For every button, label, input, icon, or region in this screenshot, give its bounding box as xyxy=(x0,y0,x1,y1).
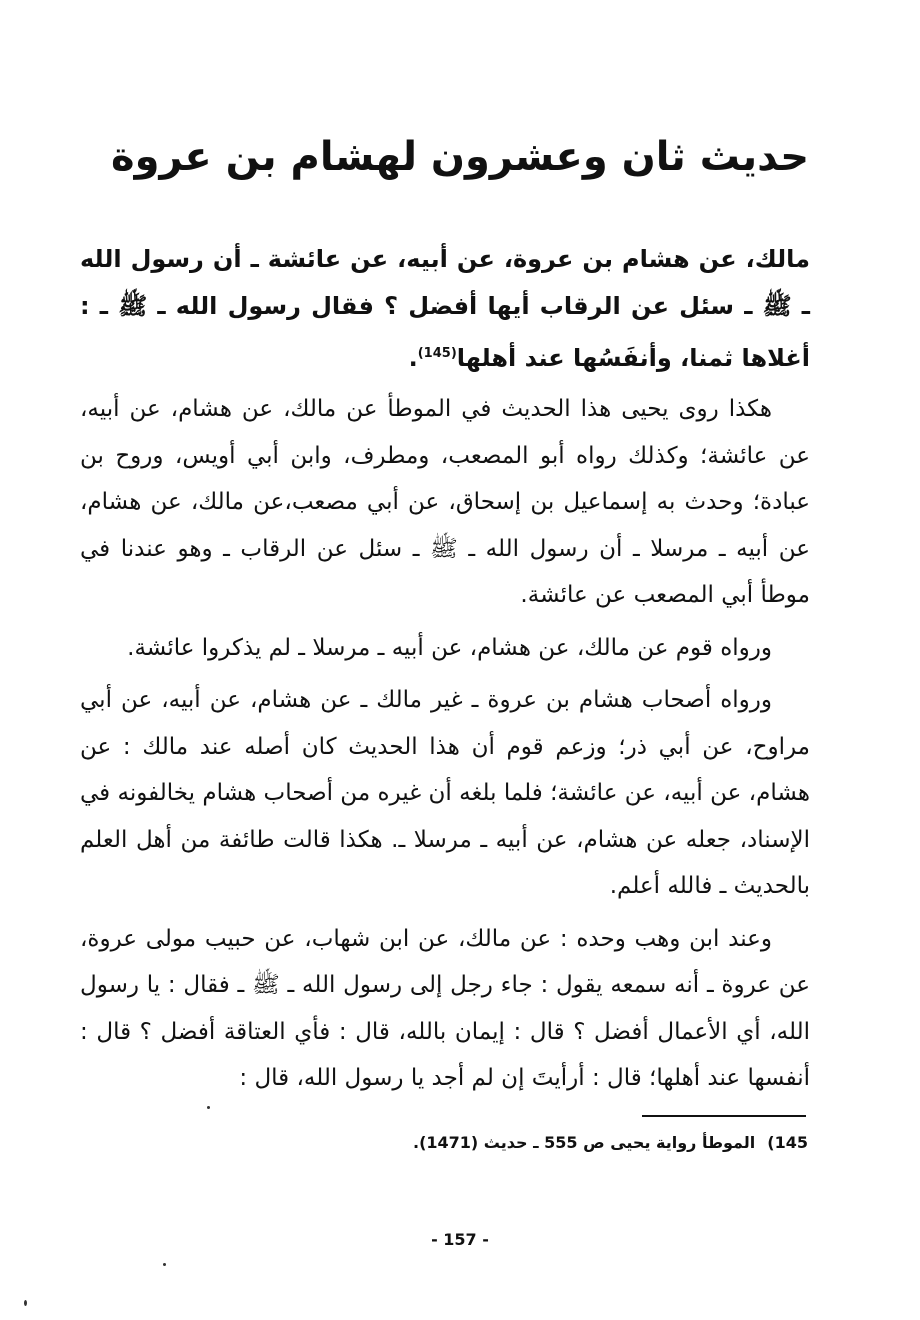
hadith-text-end: . xyxy=(408,344,418,372)
footnote-text: الموطأ رواية يحيى ص 555 ـ حديث (1471). xyxy=(412,1133,756,1152)
footnote xyxy=(80,1128,808,1158)
footnote-separator xyxy=(642,1115,806,1117)
page-title: حديث ثان وعشرون لهشام بن عروة xyxy=(110,134,810,180)
commentary-paragraph-4: وعند ابن وهب وحده : عن مالك، عن ابن شهاب، عن حبيب مولى عروة، عن عروة ـ أنه سمعه يقول : جاء رجل إلى رسول الله ـ ﷺ ـ فقال : يا رسول الله، أي الأعمال أفضل ؟ قال : إيمان بالله، قال : فأي العتاقة أفضل ؟ قال : أنفسها عند أهلها؛ قال : أرأيتَ إن لم أجد يا رسول الله، قال : xyxy=(80,925,810,1091)
scan-speck xyxy=(207,1106,210,1109)
scan-speck xyxy=(24,1300,27,1306)
page-number: - 157 - xyxy=(431,1230,489,1249)
footnote-reference: (145) xyxy=(417,346,457,361)
commentary-paragraph-1: هكذا روى يحيى هذا الحديث في الموطأ عن مالك، عن هشام، عن أبيه، عن عائشة؛ وكذلك رواه أبو المصعب، ومطرف، وابن أبي أويس، وروح بن عبادة؛ وحدث به إسماعيل بن إسحاق، عن أبي مصعب،عن مالك، عن هشام، عن أبيه ـ مرسلا ـ أن رسول الله ـ ﷺ ـ سئل عن الرقاب ـ وهو عندنا في موطأ أبي المصعب عن عائشة. xyxy=(80,396,810,608)
hadith-text: مالك، عن هشام بن عروة، عن أبيه، عن عائشة ـ أن رسول الله ـ ﷺ ـ سئل عن الرقاب أيها أفضل ؟ فقال رسول الله ـ ﷺ ـ : أغلاها ثمنا، وأنفَسُها عند أهلها xyxy=(80,245,810,372)
commentary-paragraph-3: ورواه أصحاب هشام بن عروة ـ غير مالك ـ عن هشام، عن أبيه، عن أبي مراوح، عن أبي ذر؛ وزعم قوم أن هذا الحديث كان أصله عند مالك : عن هشام، عن أبيه، عن عائشة؛ فلما بلغه أن غيره من أصحاب هشام يخالفونه في الإسناد، جعله عن هشام، عن أبيه ـ مرسلا ـ. هكذا قالت طائفة من أهل العلم بالحديث ـ فالله أعلم. xyxy=(80,687,810,899)
hadith-text-paragraph xyxy=(80,236,810,382)
scan-speck xyxy=(163,1263,166,1266)
footnote-number: 145) xyxy=(767,1133,808,1152)
main-text xyxy=(80,236,810,1108)
commentary-paragraph-2: ورواه قوم عن مالك، عن هشام، عن أبيه ـ مرسلا ـ لم يذكروا عائشة. xyxy=(127,634,772,661)
